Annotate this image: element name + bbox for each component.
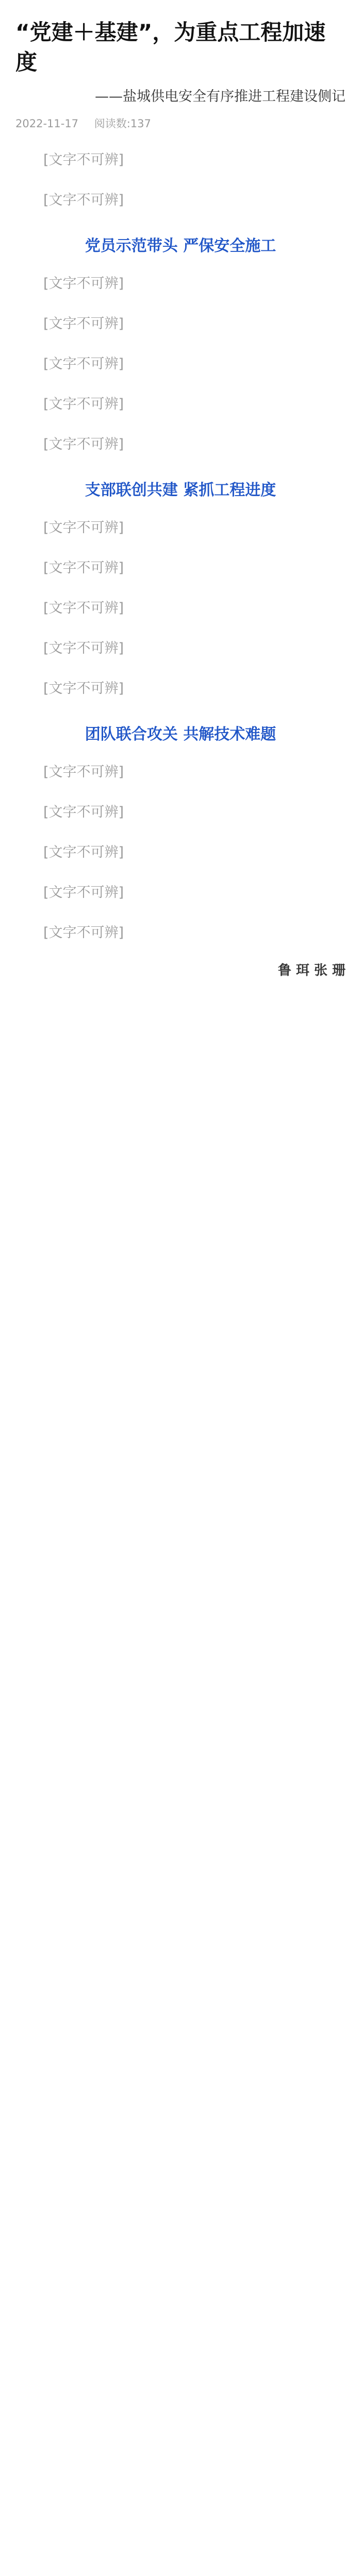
section-paragraph: [文字不可辨] — [43, 885, 124, 901]
section-paragraph: [文字不可辨] — [43, 316, 124, 332]
section-heading: 党员示范带头 严保安全施工 — [85, 237, 276, 255]
article-sections — [15, 235, 346, 946]
section-paragraph: [文字不可辨] — [43, 804, 124, 820]
section-paragraph: [文字不可辨] — [43, 844, 124, 860]
article-meta — [15, 115, 346, 132]
view-count: 阅读数:137 — [94, 117, 151, 130]
section-heading: 支部联创共建 紧抓工程进度 — [85, 481, 276, 499]
section-paragraph: [文字不可辨] — [43, 520, 124, 536]
article-title: “党建＋基建”，为重点工程加速度 — [15, 20, 326, 75]
publish-date: 2022-11-17 — [15, 117, 79, 130]
section-paragraph: [文字不可辨] — [43, 560, 124, 576]
section-paragraph: [文字不可辨] — [43, 764, 124, 780]
section-paragraph: [文字不可辨] — [43, 925, 124, 941]
section-paragraph: [文字不可辨] — [43, 681, 124, 697]
section-paragraph: [文字不可辨] — [43, 356, 124, 372]
article-section — [15, 479, 346, 702]
article-section — [15, 235, 346, 457]
article-section — [15, 723, 346, 946]
article — [0, 0, 361, 981]
section-paragraph: [文字不可辨] — [43, 436, 124, 452]
section-heading: 团队联合攻关 共解技术难题 — [85, 725, 276, 743]
intro-paragraph: [文字不可辨] — [43, 152, 124, 168]
section-paragraph: [文字不可辨] — [43, 640, 124, 656]
section-paragraph: [文字不可辨] — [43, 600, 124, 616]
article-subtitle: ——盐城供电安全有序推进工程建设侧记 — [95, 89, 346, 105]
section-paragraph: [文字不可辨] — [43, 396, 124, 412]
section-paragraph: [文字不可辨] — [43, 276, 124, 292]
article-intro — [15, 147, 346, 213]
author-signature: 鲁 珥 张 珊 — [277, 963, 346, 978]
intro-paragraph: [文字不可辨] — [43, 192, 124, 208]
